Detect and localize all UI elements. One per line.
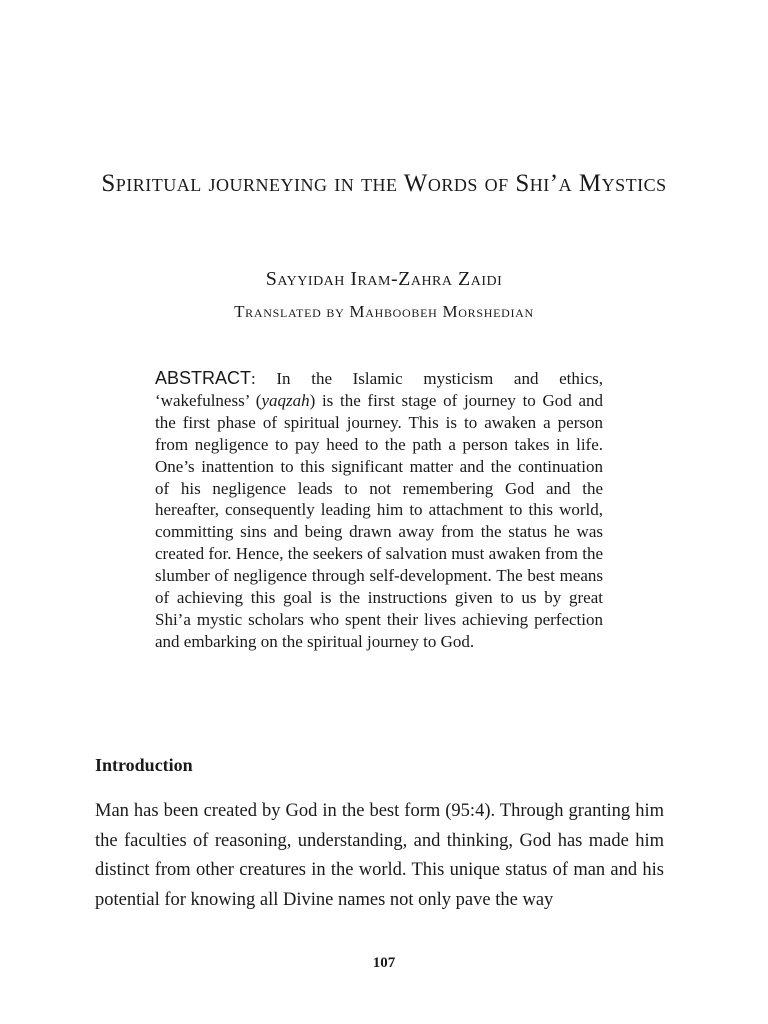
introduction-paragraph: Man has been created by God in the best form (95:4). Through granting him the faculties of reasoning, understanding, and thinking, God has made him distinct from other creatures in the world. This unique status of man and his potential for knowing all Divine names not only pave the way bbox=[95, 801, 664, 910]
article-author: Sayyidah Iram-Zahra Zaidi bbox=[265, 268, 503, 290]
abstract-term: yaqzah bbox=[261, 390, 310, 410]
abstract-text-after-term: ) is the first stage of journey to God and the first phase of spiritual journey. This is to awaken a person from negligence to pay heed to the path a person takes in life. One’s inattention to this significant matter and the continuation of his negligence leads to not remembering God and the hereafter, consequently leading him to attachment to this world, committing sins and being drawn away from the status he was created for. Hence, the seekers of salvation must awaken from the slumber of negligence through self-development. The best means of achieving this goal is the instructions given to us by great Shi’a mystic scholars who spent their lives achieving perfection and embarking on the spiritual journey to God. bbox=[155, 390, 603, 651]
article-title: Spiritual journeying in the Words of Shi’a Mystics bbox=[101, 170, 667, 197]
abstract-text-before-term: : In the Islamic mysticism and ethics, ‘wakefulness’ ( bbox=[155, 369, 603, 410]
page-number: 107 bbox=[372, 955, 396, 971]
abstract-label: ABSTRACT bbox=[155, 368, 252, 388]
introduction-heading: Introduction bbox=[95, 755, 193, 775]
article-translator: Translated by Mahboobeh Morshedian bbox=[234, 302, 534, 321]
abstract-block bbox=[155, 368, 603, 653]
